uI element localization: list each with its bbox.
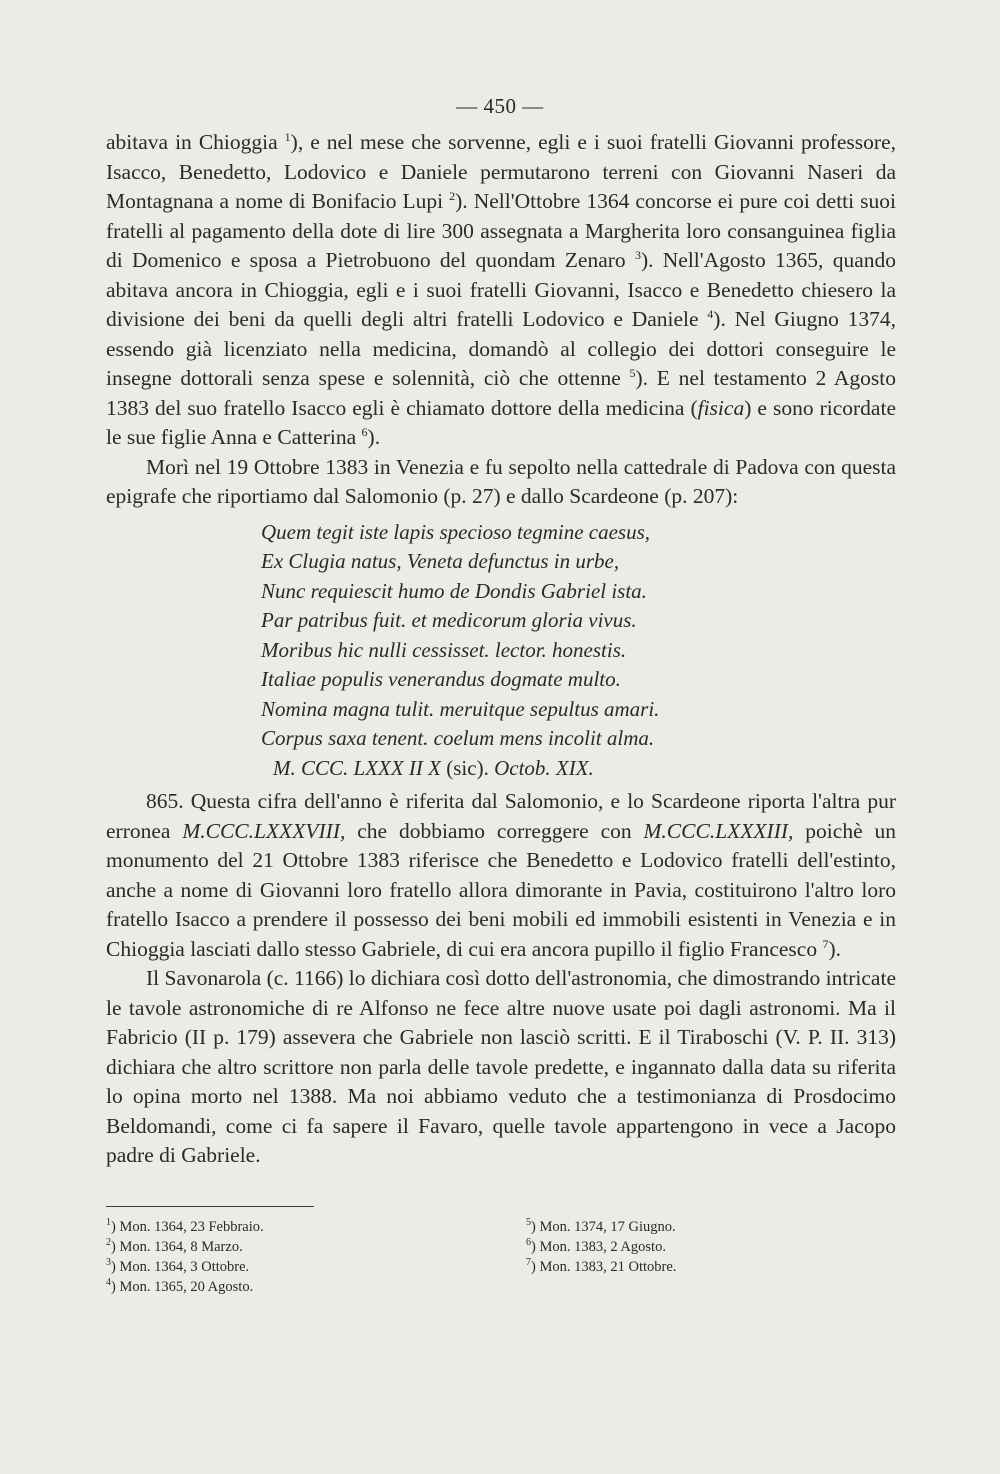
text-run: ).	[828, 936, 842, 961]
epitaph-line: Ex Clugia natus, Veneta defunctus in urbe,	[261, 549, 620, 573]
footnote-ref[interactable]: 4	[707, 307, 714, 321]
footnote-ref[interactable]: 5	[629, 366, 636, 380]
footnote-text: ) Mon. 1364, 3 Ottobre.	[111, 1259, 250, 1275]
footnote	[526, 1237, 906, 1257]
epitaph-line: Par patribus fuit. et medicorum gloria vivus.	[261, 608, 637, 632]
epitaph	[261, 518, 896, 784]
page-number: — 450 —	[456, 94, 544, 118]
epitaph-line: Nomina magna tulit. meruitque sepultus amari.	[261, 696, 660, 721]
text-run: 865. Questa cifra dell'anno è riferita dal Salomonio, e lo Scardeone riporta l'altra pur erronea	[106, 789, 896, 843]
footnote-text: ) Mon. 1383, 2 Agosto.	[531, 1239, 666, 1255]
footnote-text: ) Mon. 1365, 20 Agosto.	[111, 1279, 254, 1295]
epitaph-date	[261, 754, 896, 784]
sic-note: (sic).	[441, 755, 495, 780]
footnote-mark: 7	[526, 1257, 531, 1268]
text-run: ) e sono ricordate le sue figlie Anna e Catterina	[106, 395, 896, 449]
footnote-mark: 6	[526, 1237, 531, 1248]
footnote-ref[interactable]: 2	[449, 189, 456, 203]
footnote-mark: 4	[106, 1277, 111, 1288]
footnote-ref[interactable]: 7	[822, 936, 829, 951]
text-run: abitava in Chioggia	[106, 130, 285, 154]
footnote	[106, 1217, 486, 1237]
epitaph-line: Corpus saxa tenent. coelum mens incolit alma.	[261, 726, 655, 750]
epitaph-date-month: Octob. XIX.	[494, 755, 594, 780]
footnote	[106, 1237, 486, 1257]
footnote	[526, 1217, 906, 1237]
epitaph-line: Moribus hic nulli cessisset. lector. honestis.	[261, 637, 627, 662]
epitaph-line: Nunc requiescit humo de Dondis Gabriel ista.	[261, 578, 647, 603]
footnote-ref[interactable]: 6	[361, 425, 368, 439]
text-run: ). Nell'Ottobre 1364 concorse ei pure coi detti suoi fratelli al pagamento della dote di lire 300 assegnata a Margherita loro consanguinea figlia di Domenico e sposa a Pietrobuono del quondam Zenaro	[106, 189, 897, 272]
footnote-mark: 5	[526, 1217, 531, 1228]
text-run: ). E nel testamento 2 Agosto 1383 del suo fratello Isacco egli è chiamato dottore della medicina (	[106, 366, 896, 420]
footnote-text: ) Mon. 1364, 23 Febbraio.	[111, 1219, 264, 1235]
italic-term: fisica	[697, 395, 745, 420]
text-run: che dobbiamo correggere con	[345, 818, 644, 843]
footnote	[106, 1277, 486, 1297]
footnote-mark: 2	[106, 1237, 111, 1248]
footnote-mark: 1	[106, 1217, 111, 1228]
epitaph-line: Quem tegit iste lapis specioso tegmine caesus,	[261, 519, 651, 544]
footnotes-right-column	[526, 1217, 906, 1277]
italic-date: M.CCC.LXXXVIII,	[182, 818, 346, 843]
footnotes-left-column	[106, 1217, 486, 1297]
footnote	[106, 1257, 486, 1277]
main-text	[106, 128, 896, 1171]
paragraph-3	[106, 787, 896, 964]
footnote-text: ) Mon. 1383, 21 Ottobre.	[531, 1259, 677, 1275]
footnote	[526, 1257, 906, 1277]
epitaph-date-roman: M. CCC. LXXX II X	[273, 755, 441, 780]
footnote-text: ) Mon. 1374, 17 Giugno.	[531, 1219, 676, 1235]
paragraph-4: Il Savonarola (c. 1166) lo dichiara così dotto dell'astronomia, che dimostrando intricate le tavole astronomiche di re Alfonso ne fece altre nuove usate poi dagli astronomi. Ma il Fabricio (II p. 179) assevera che Gabriele non lasciò scritti. E il Tiraboschi (V. P. II. 313) dichiara che altro scrittore non parla delle tavole predette, e ingannato dalla data su riferita lo opina morto nel 1388. Ma noi abbiamo veduto che a testimonianza di Prosdocimo Beldomandi, come ci fa sapere il Favaro, quelle tavole appartengono in vece a Jacopo padre di Gabriele.	[106, 966, 896, 1167]
paragraph-1	[106, 128, 896, 453]
text-run: ). Nel Giugno 1374, essendo già licenziato nella medicina, domandò al collegio dei dottori conseguire le insegne dottorali senza spese e solennità, ciò che ottenne	[106, 307, 896, 390]
footnote-divider	[106, 1206, 314, 1207]
footnote-text: ) Mon. 1364, 8 Marzo.	[111, 1239, 243, 1255]
text-run: ), e nel mese che sorvenne, egli e i suoi fratelli Giovanni professore, Isacco, Benedetto, Lodovico e Daniele permutarono terreni con Giovanni Naseri da Montagnana a nome di Bonifacio Lupi	[106, 130, 896, 213]
text-run: ). Nell'Agosto 1365, quando abitava ancora in Chioggia, egli e i suoi fratelli Giovanni, Isacco e Benedetto chiesero la divisione dei beni da quelli degli altri fratelli Lodovico e Daniele	[106, 248, 896, 331]
text-run: poichè un monumento del 21 Ottobre 1383 riferisce che Benedetto e Lodovico fratelli dell'estinto, anche a nome di Giovanni loro fratello allora dimorante in Pavia, costituirono l'altro loro fratello Isacco a prendere il possesso dei beni mobili ed immobili esistenti in Venezia e in Chioggia lasciati dallo stesso Gabriele, di cui era ancora pupillo il figlio Francesco	[106, 818, 896, 961]
epitaph-line: Italiae populis venerandus dogmate multo.	[261, 667, 621, 691]
italic-date: M.CCC.LXXXIII,	[643, 818, 794, 843]
paragraph-2: Morì nel 19 Ottobre 1383 in Venezia e fu sepolto nella cattedrale di Padova con questa epigrafe che riportiamo dal Salomonio (p. 27) e dallo Scardeone (p. 207):	[106, 454, 896, 508]
text-run: ).	[367, 425, 381, 449]
footnote-ref[interactable]: 1	[284, 130, 291, 144]
footnote-ref[interactable]: 3	[634, 248, 641, 262]
footnote-mark: 3	[106, 1257, 111, 1268]
